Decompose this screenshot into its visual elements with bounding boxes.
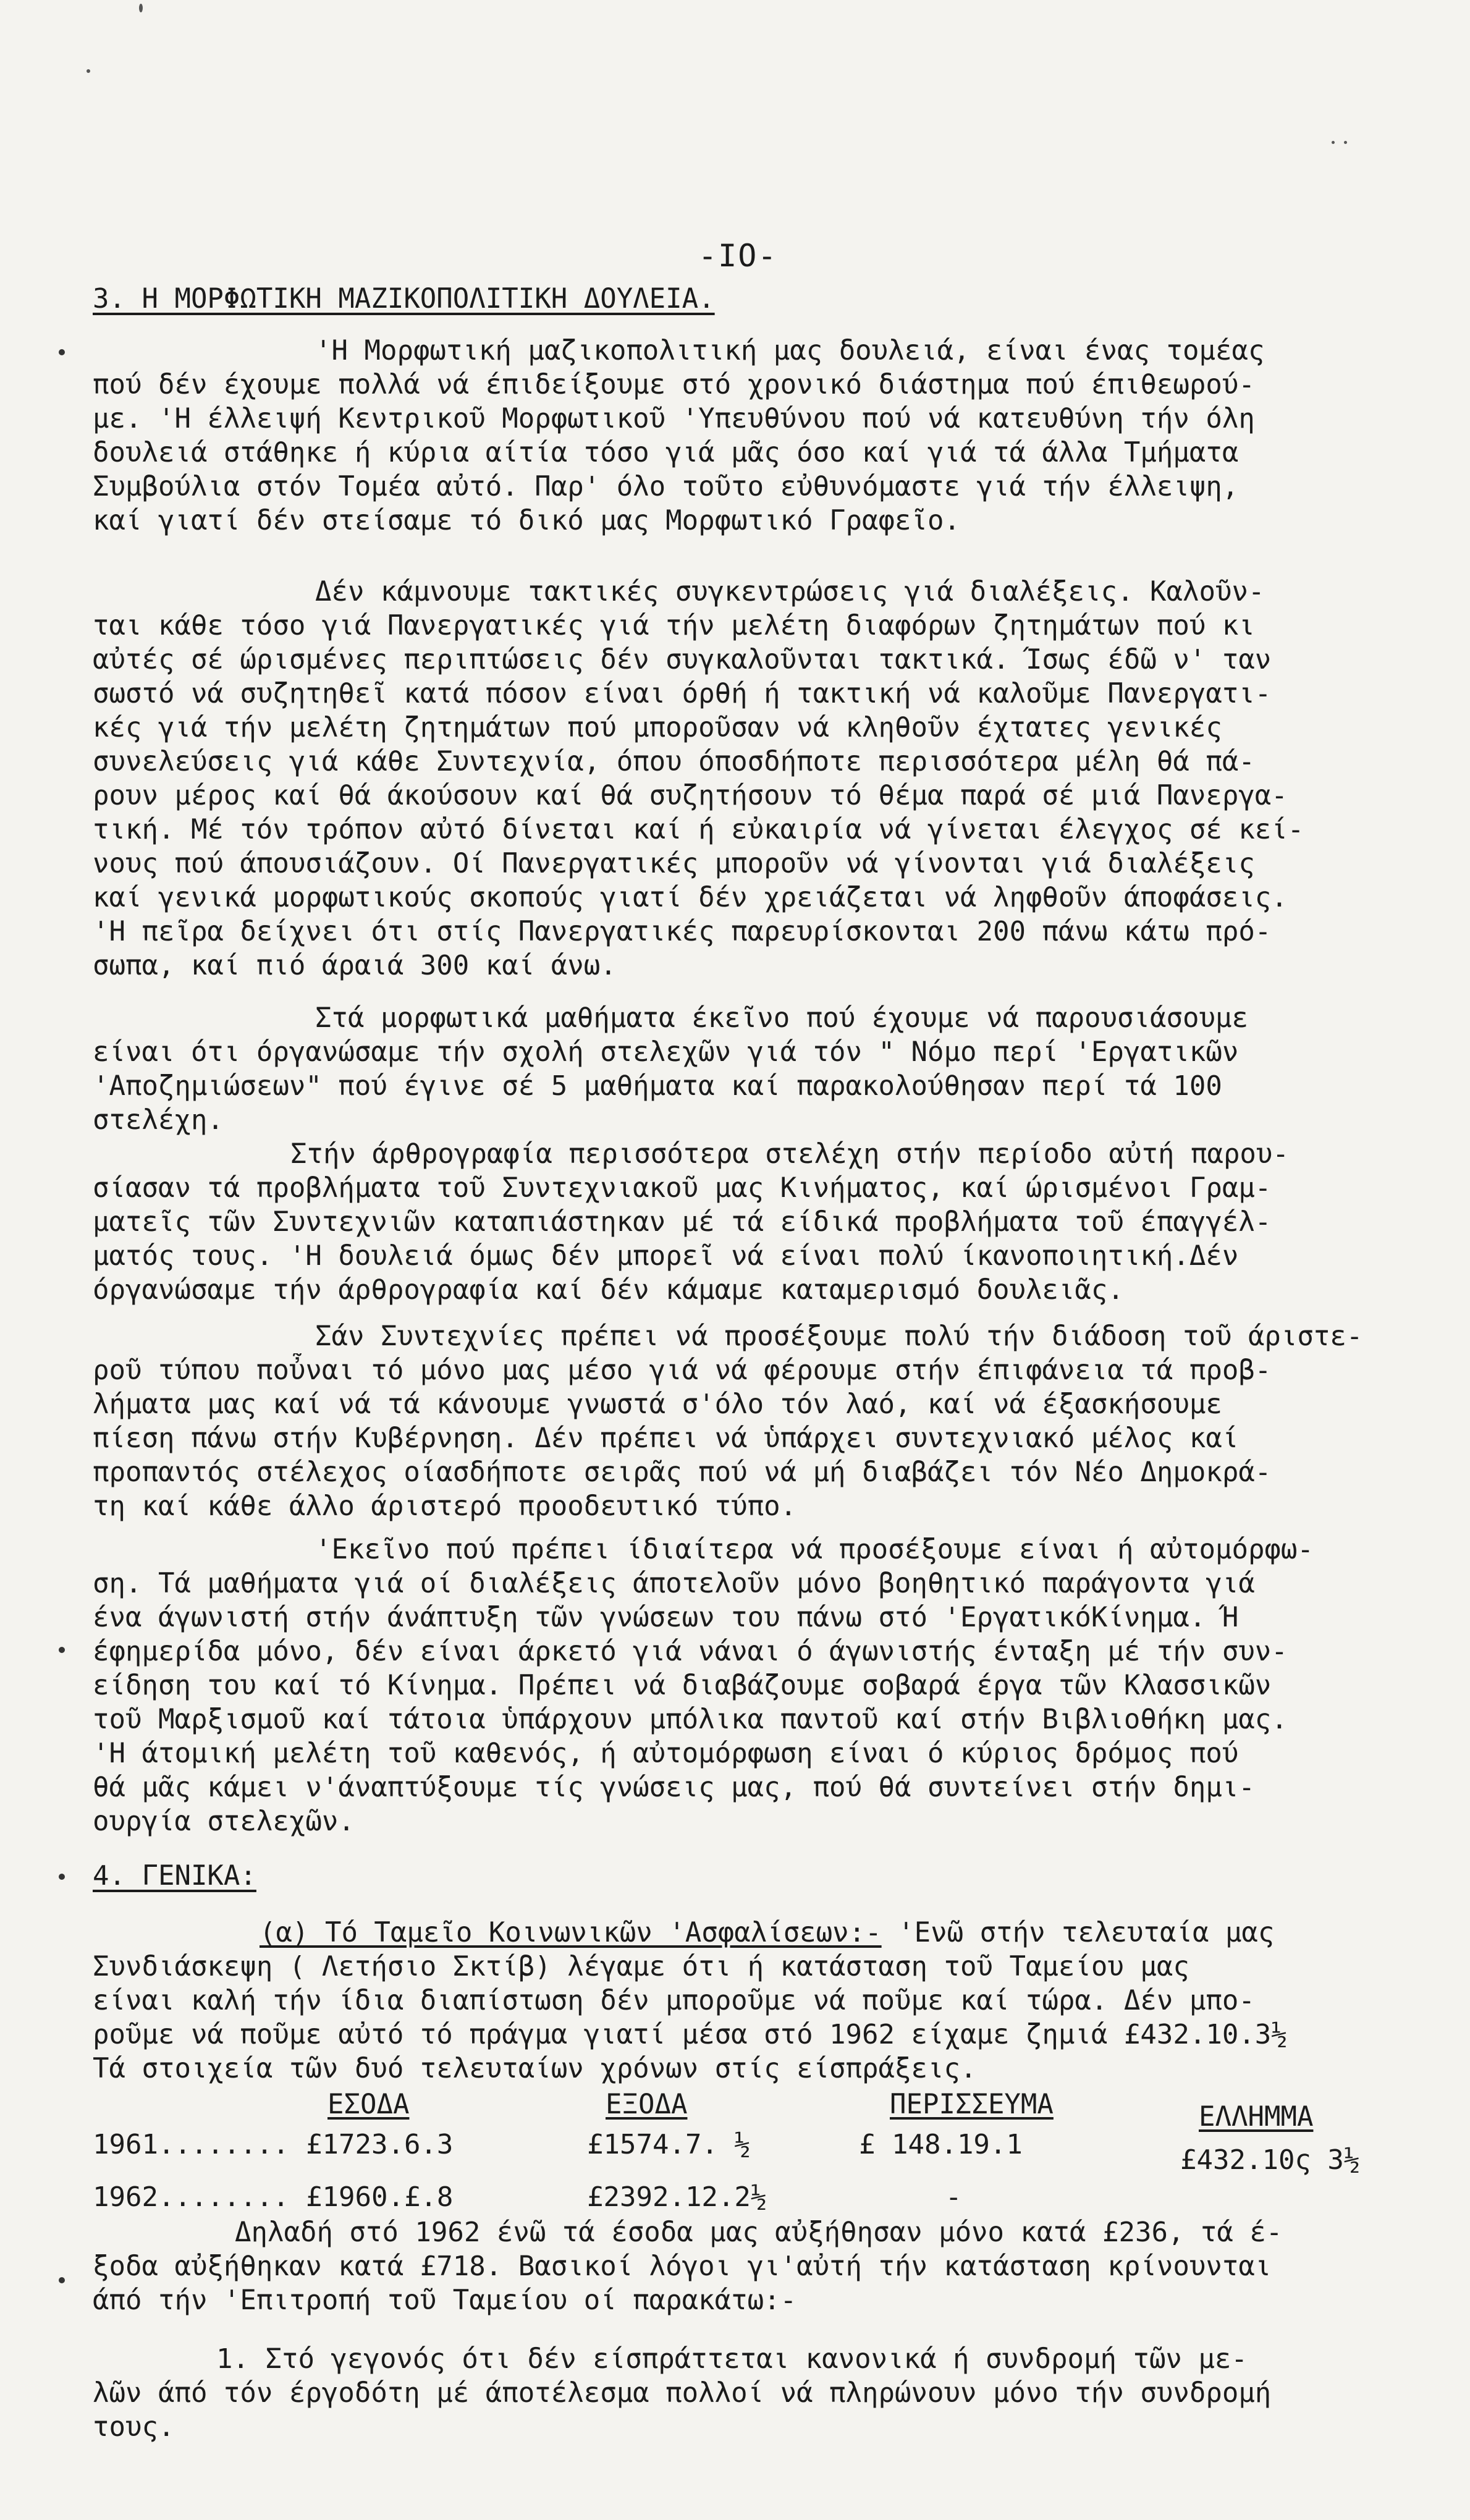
text-line: σίασαν τά προβλήματα τοῦ Συντεχνιακοῦ μας Κινήματος, καί ώρισμένοι Γραμ- <box>93 1172 1272 1204</box>
text-line: νους πού άπουσιάζουν. Οί Πανεργατικές μποροῦν νά γίνονται γιά διαλέξεις <box>93 848 1255 879</box>
text-line: θά μᾶς κάμει ν'άναπτύξουμε τίς γνώσεις μας, πού θά συντείνει στήν δημι- <box>93 1772 1255 1803</box>
scan-speck <box>139 4 143 12</box>
text-line: δουλειά στάθηκε ή κύρια αίτία τόσο γιά μᾶς όσο καί γιά τά άλλα Τμήματα <box>93 437 1239 468</box>
text-line: ματός τους. 'Η δουλειά όμως δέν μπορεῖ νά είναι πολύ ίκανοποιητική.Δέν <box>93 1240 1239 1272</box>
text-line: 'Ενῶ στήν τελευταία μας <box>898 1917 1275 1948</box>
margin-mark <box>59 2277 65 2283</box>
text-line: ρουν μέρος καί θά άκούσουν καί θά συζητήσουν τό θέμα παρά σέ μιά Πανεργα- <box>93 780 1288 811</box>
column-header-expense: ΕΞΟΔΑ <box>606 2089 688 2120</box>
section-4-after-table <box>93 2215 1366 2317</box>
text-line: ένα άγωνιστή στήν άνάπτυξη τῶν γνώσεων του πάνω στό 'ΕργατικόΚίνημα. Ή <box>93 1602 1239 1633</box>
text-line: Σάν Συντεχνίες πρέπει νά προσέξουμε πολύ τήν διάδοση τοῦ άριστε- <box>315 1321 1363 1352</box>
text-line: τική. Μέ τόν τρόπον αὐτό δίνεται καί ή εὐκαιρία νά γίνεται έλεγχος σέ κεί- <box>93 814 1304 845</box>
text-line: πίεση πάνω στήν Κυβέρνηση. Δέν πρέπει νά ὑπάρχει συντεχνιακό μέλος καί <box>93 1423 1239 1454</box>
column-header-income: ΕΣΟΔΑ <box>327 2089 410 2120</box>
text-line: ματεῖς τῶν Συντεχνιῶν καταπιάστηκαν μέ τά είδικά προβλήματα τοῦ έπαγγέλ- <box>93 1206 1272 1238</box>
text-line: ση. Τά μαθήματα γιά οί διαλέξεις άποτελοῦν μόνο βοηθητικό παράγοντα γιά <box>93 1568 1255 1599</box>
text-line: Συνδιάσκεψη ( Λετήσιο Σκτίβ) λέγαμε ότι ή κατάσταση τοῦ Ταμείου μας <box>93 1951 1189 1982</box>
text-line: Τά στοιχεία τῶν δυό τελευταίων χρόνων στίς είσπράξεις. <box>93 2053 977 2084</box>
section-4-heading: 4. ΓΕΝΙΚΑ: <box>93 1860 256 1892</box>
text-line: όργανώσαμε τήν άρθρογραφία καί δέν κάμαμε καταμερισμό δουλειᾶς. <box>93 1274 1124 1306</box>
section-3-paragraph-3 <box>93 1001 1366 1137</box>
text-line: ροῦ τύπου ποὖναι τό μόνο μας μέσο γιά νά φέρουμε στήν έπιφάνεια τά προβ- <box>93 1355 1272 1386</box>
text-line: είναι ότι όργανώσαμε τήν σχολή στελεχῶν γιά τόν " Νόμο περί 'Εργατικῶν <box>93 1036 1239 1068</box>
text-line: είδηση του καί τό Κίνημα. Πρέπει νά διαβάζουμε σοβαρά έργα τῶν Κλασσικῶν <box>93 1670 1272 1701</box>
text-line: καί γενικά μορφωτικούς σκοπούς γιατί δέν χρειάζεται νά ληφθοῦν άποφάσεις. <box>93 882 1288 913</box>
text-line: με. 'Η έλλειψή Κεντρικοῦ Μορφωτικοῦ 'Υπευθύνου πού νά κατευθύνη τήν όλη <box>93 403 1255 434</box>
section-3-paragraph-1 <box>93 334 1366 538</box>
row-income: £1960.£.8 <box>306 2181 454 2213</box>
row-expense: £2392.12.2½ <box>587 2181 767 2213</box>
text-line: Στήν άρθρογραφία περισσότερα στελέχη στήν περίοδο αὐτή παρου- <box>290 1138 1289 1170</box>
row-year: 1961........ <box>93 2129 289 2160</box>
text-line: σωστό νά συζητηθεῖ κατά πόσον είναι όρθή ή τακτική νά καλοῦμε Πανεργατι- <box>93 678 1272 709</box>
section-3-paragraph-5 <box>93 1319 1366 1523</box>
text-line: αὐτές σέ ώρισμένες περιπτώσεις δέν συγκαλοῦνται τακτικά. Ίσως έδῶ ν' ταν <box>93 644 1272 675</box>
text-line: Δηλαδή στό 1962 ένῶ τά έσοδα μας αὐξήθησαν μόνο κατά £236, τά έ- <box>235 2217 1283 2248</box>
section-3-paragraph-6 <box>93 1533 1366 1838</box>
row-deficit: £432.10ς 3½ <box>1180 2144 1361 2176</box>
text-line: Συμβούλια στόν Τομέα αὐτό. Παρ' όλο τοῦτο εὐθυνόμαστε γιά τήν έλλειψη, <box>93 471 1239 502</box>
text-line: ουργία στελεχῶν. <box>93 1806 355 1837</box>
scan-speck <box>87 69 90 73</box>
text-line: καί γιατί δέν στείσαμε τό δικό μας Μορφωτικό Γραφεῖο. <box>93 505 960 536</box>
column-header-surplus: ΠΕΡΙΣΣΕΥΜΑ <box>890 2089 1054 2120</box>
section-3-heading: 3. Η ΜΟΡΦΩΤΙΚΗ ΜΑΖΙΚΟΠΟΛΙΤΙΚΗ ΔΟΥΛΕΙΑ. <box>93 283 715 315</box>
text-line: ξοδα αὐξήθηκαν κατά £718. Βασικοί λόγοι γι'αὐτή τήν κατάσταση κρίνουνται <box>93 2251 1272 2282</box>
row-expense: £1574.7. ½ <box>587 2129 751 2160</box>
text-line: 'Εκεῖνο πού πρέπει ίδιαίτερα νά προσέξουμε είναι ή αὐτομόρφω- <box>315 1534 1314 1565</box>
text-line: 'Η πεῖρα δείχνει ότι στίς Πανεργατικές παρευρίσκονται 200 πάνω κάτω πρό- <box>93 916 1272 947</box>
text-line: λῶν άπό τόν έργοδότη μέ άποτέλεσμα πολλοί νά πληρώνουν μόνο τήν συνδρομή <box>93 2377 1272 2409</box>
text-line: είναι καλή τήν ίδια διαπίστωση δέν μποροῦμε νά ποῦμε καί τώρα. Δέν μπο- <box>93 1985 1255 2016</box>
text-line: συνελεύσεις γιά κάθε Συντεχνία, όπου όποσδήποτε περισσότερα μέλη θά πά- <box>93 746 1255 777</box>
margin-mark <box>59 1874 65 1880</box>
margin-mark <box>59 1647 65 1653</box>
text-line: έφημερίδα μόνο, δέν είναι άρκετό γιά νάναι ό άγωνιστής ένταξη μέ τήν συν- <box>93 1636 1288 1667</box>
scan-speck <box>1332 141 1335 144</box>
text-line: τοῦ Μαρξισμοῦ καί τάτοια ὑπάρχουν μπόλικα παντοῦ καί στήν Βιβλιοθήκη μας. <box>93 1704 1288 1735</box>
scan-speck <box>1344 141 1347 144</box>
row-income: £1723.6.3 <box>306 2129 454 2160</box>
text-line: σωπα, καί πιό άραιά 300 καί άνω. <box>93 950 617 981</box>
section-4-item-1 <box>93 2342 1366 2444</box>
text-line: 'Αποζημιώσεων" πού έγινε σέ 5 μαθήματα καί παρακολούθησαν περί τά 100 <box>93 1070 1222 1102</box>
margin-mark <box>59 349 65 355</box>
row-year: 1962........ <box>93 2181 289 2213</box>
text-line: Δέν κάμνουμε τακτικές συγκεντρώσεις γιά διαλέξεις. Καλοῦν- <box>315 576 1265 607</box>
column-header-deficit: ΕΛΛΗΜΜΑ <box>1199 2101 1314 2133</box>
text-line: ται κάθε τόσο γιά Πανεργατικές γιά τήν μελέτη διαφόρων ζητημάτων πού κι <box>93 610 1255 641</box>
row-surplus: - <box>945 2181 962 2213</box>
page-number: -IO- <box>698 238 778 274</box>
text-line: λήματα μας καί νά τά κάνουμε γνωστά σ'όλο τόν λαό, καί νά έξασκήσουμε <box>93 1389 1222 1420</box>
text-line: 'Η Μορφωτική μαζικοπολιτική μας δουλειά, είναι ένας τομέας <box>315 335 1265 366</box>
subsection-a-label: (α) Τό Ταμεῖο Κοινωνικῶν 'Ασφαλίσεων:- <box>260 1917 882 1948</box>
text-line: άπό τήν 'Επιτροπή τοῦ Ταμείου οί παρακάτω:- <box>93 2285 797 2316</box>
text-line: ροῦμε νά ποῦμε αὐτό τό πράγμα γιατί μέσα στό 1962 είχαμε ζημιά £432.10.3½ <box>93 2019 1288 2050</box>
text-line: Στά μορφωτικά μαθήματα έκεῖνο πού έχουμε νά παρουσιάσουμε <box>315 1002 1248 1034</box>
section-3-paragraph-2 <box>93 575 1366 983</box>
text-line: τη καί κάθε άλλο άριστερό προοδευτικό τύπο. <box>93 1490 797 1522</box>
text-line: προπαντός στέλεχος οίασδήποτε σειρᾶς πού νά μή διαβάζει τόν Νέο Δημοκρά- <box>93 1457 1272 1488</box>
text-line: στελέχη. <box>93 1104 224 1136</box>
text-line: πού δέν έχουμε πολλά νά έπιδείξουμε στό χρονικό διάστημα πού έπιθεωρού- <box>93 369 1255 400</box>
text-line: τους. <box>93 2411 175 2443</box>
text-line: κές γιά τήν μελέτη ζητημάτων πού μποροῦσαν νά κληθοῦν έχτατες γενικές <box>93 712 1222 743</box>
row-surplus: £ 148.19.1 <box>859 2129 1023 2160</box>
text-line: 1. Στό γεγονός ότι δέν είσπράττεται κανονικά ή συνδρομή τῶν με- <box>216 2343 1248 2375</box>
section-4-paragraph-a <box>93 1916 1366 2086</box>
text-line: 'Η άτομική μελέτη τοῦ καθενός, ή αὐτομόρφωση είναι ό κύριος δρόμος πού <box>93 1738 1239 1769</box>
section-3-paragraph-4 <box>93 1137 1366 1307</box>
